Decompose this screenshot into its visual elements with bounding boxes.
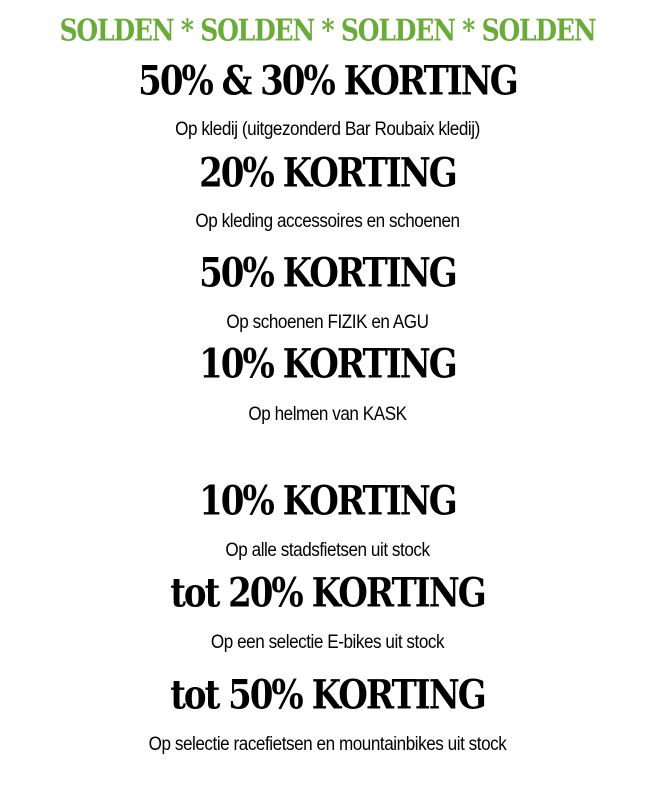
offer-7-description: Op selectie racefietsen en mountainbikes uit stock <box>148 734 507 755</box>
offer-6-description: Op een selectie E-bikes uit stock <box>210 632 445 653</box>
offer-6-headline: tot 20% KORTING <box>170 570 485 618</box>
offer-5-headline: 10% KORTING <box>199 478 456 526</box>
offer-3-headline: 50% KORTING <box>199 250 456 298</box>
offer-1-headline: 50% & 30% KORTING <box>138 58 517 106</box>
offer-4-description: Op helmen van KASK <box>248 404 407 425</box>
offer-2-description: Op kleding accessoires en schoenen <box>195 211 460 232</box>
offer-2-headline: 20% KORTING <box>199 150 456 198</box>
offer-4-headline: 10% KORTING <box>199 341 456 389</box>
offer-3-description: Op schoenen FIZIK en AGU <box>226 312 429 333</box>
offer-1-description: Op kledij (uitgezonderd Bar Roubaix kledij) <box>175 119 480 140</box>
sale-banner: SOLDEN * SOLDEN * SOLDEN * SOLDEN <box>59 13 596 48</box>
offer-5-description: Op alle stadsfietsen uit stock <box>225 540 430 561</box>
offer-7-headline: tot 50% KORTING <box>170 672 485 720</box>
